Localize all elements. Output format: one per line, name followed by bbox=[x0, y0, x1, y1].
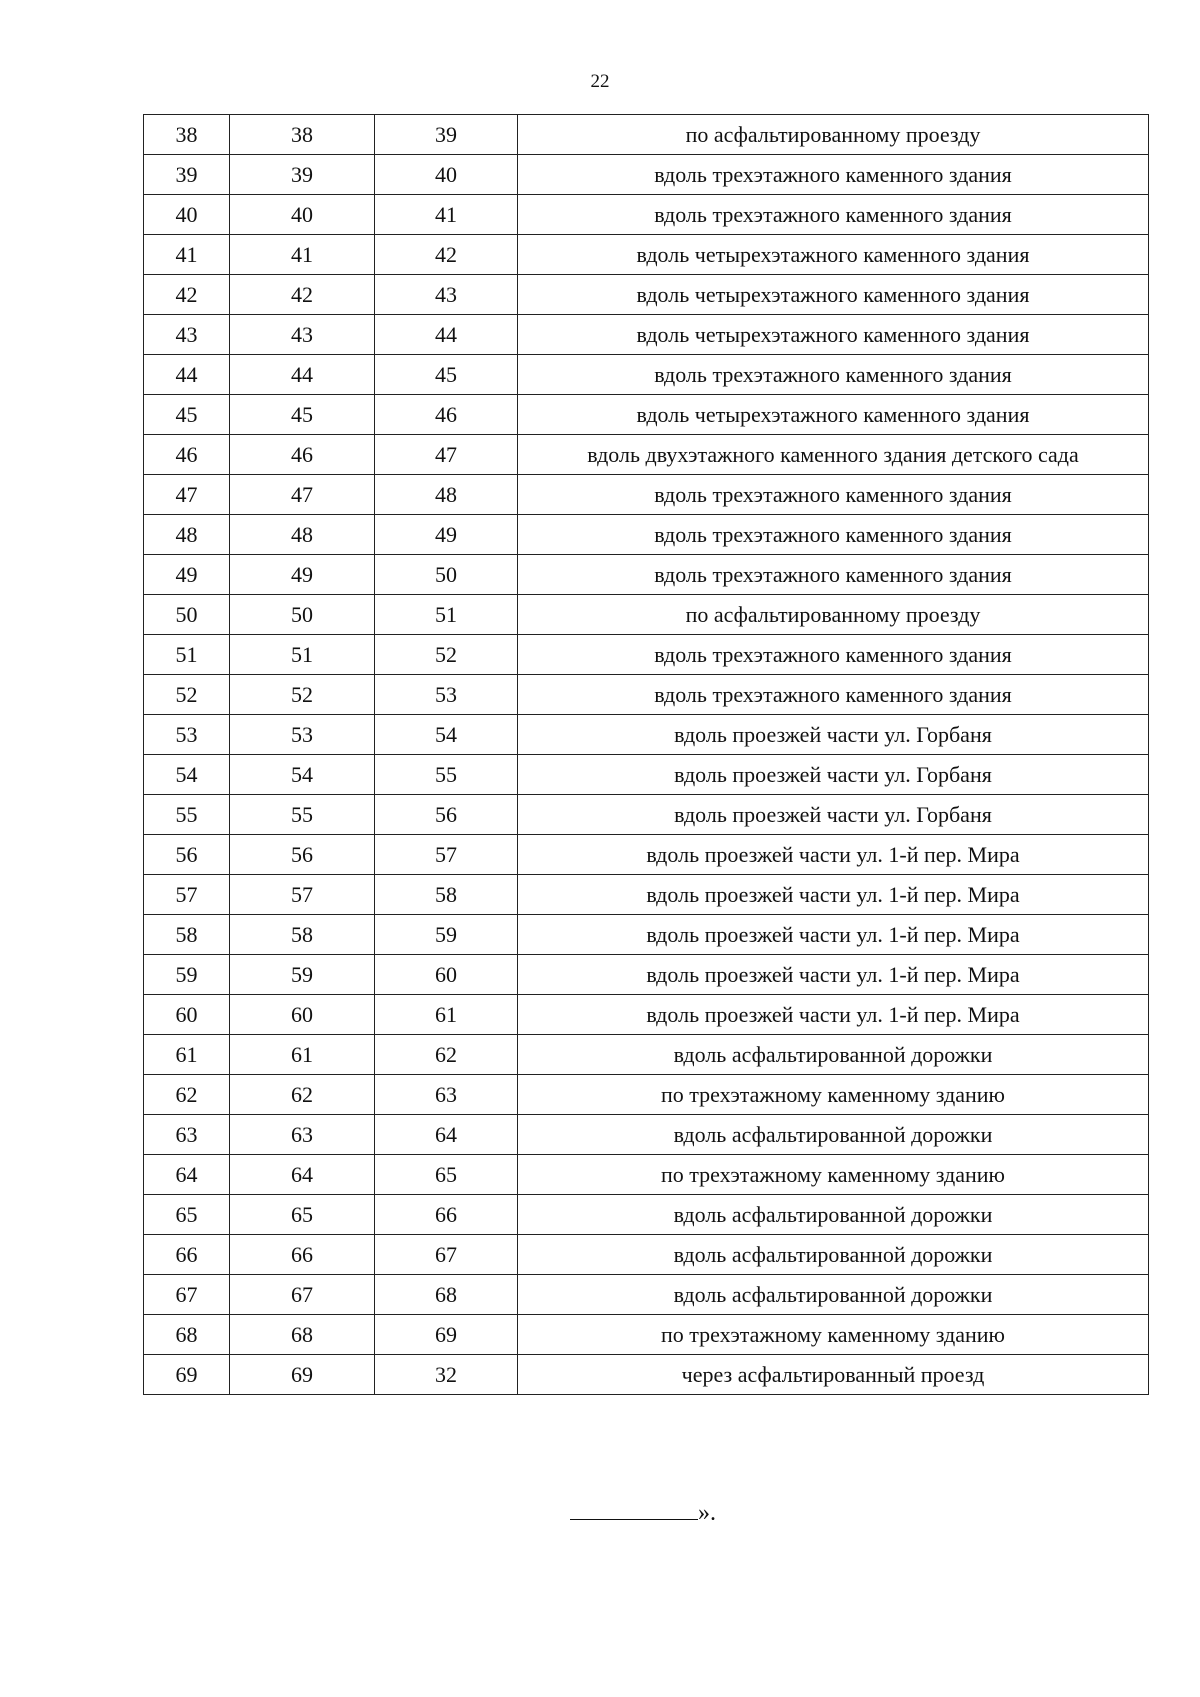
boundary-description-cell: вдоль трехэтажного каменного здания bbox=[518, 675, 1149, 715]
point-to-cell: 40 bbox=[375, 155, 518, 195]
boundary-description-cell: вдоль асфальтированной дорожки bbox=[518, 1235, 1149, 1275]
row-number-cell: 44 bbox=[144, 355, 230, 395]
point-to-cell: 42 bbox=[375, 235, 518, 275]
point-to-cell: 68 bbox=[375, 1275, 518, 1315]
point-from-cell: 39 bbox=[230, 155, 375, 195]
boundary-description-cell: по асфальтированному проезду bbox=[518, 115, 1149, 155]
boundary-description-cell: вдоль трехэтажного каменного здания bbox=[518, 555, 1149, 595]
row-number-cell: 58 bbox=[144, 915, 230, 955]
point-from-cell: 49 bbox=[230, 555, 375, 595]
closing-signature-line bbox=[570, 1497, 716, 1528]
point-to-cell: 67 bbox=[375, 1235, 518, 1275]
row-number-cell: 49 bbox=[144, 555, 230, 595]
row-number-cell: 51 bbox=[144, 635, 230, 675]
row-number-cell: 63 bbox=[144, 1115, 230, 1155]
table-row bbox=[144, 595, 1149, 635]
table-row bbox=[144, 475, 1149, 515]
boundary-description-cell: вдоль четырехэтажного каменного здания bbox=[518, 395, 1149, 435]
table-row bbox=[144, 195, 1149, 235]
point-from-cell: 65 bbox=[230, 1195, 375, 1235]
table-row bbox=[144, 1355, 1149, 1395]
point-from-cell: 53 bbox=[230, 715, 375, 755]
table-row bbox=[144, 915, 1149, 955]
boundary-description-cell: вдоль проезжей части ул. Горбаня bbox=[518, 715, 1149, 755]
closing-quote: ». bbox=[698, 1500, 716, 1526]
boundary-description-cell: через асфальтированный проезд bbox=[518, 1355, 1149, 1395]
point-from-cell: 54 bbox=[230, 755, 375, 795]
point-from-cell: 52 bbox=[230, 675, 375, 715]
table-row bbox=[144, 835, 1149, 875]
boundary-description-cell: вдоль асфальтированной дорожки bbox=[518, 1275, 1149, 1315]
row-number-cell: 48 bbox=[144, 515, 230, 555]
point-from-cell: 68 bbox=[230, 1315, 375, 1355]
table-row bbox=[144, 875, 1149, 915]
boundary-description-cell: по трехэтажному каменному зданию bbox=[518, 1075, 1149, 1115]
row-number-cell: 42 bbox=[144, 275, 230, 315]
point-to-cell: 62 bbox=[375, 1035, 518, 1075]
boundary-description-cell: вдоль трехэтажного каменного здания bbox=[518, 355, 1149, 395]
boundary-description-cell: вдоль проезжей части ул. 1-й пер. Мира bbox=[518, 875, 1149, 915]
row-number-cell: 59 bbox=[144, 955, 230, 995]
boundary-description-cell: вдоль асфальтированной дорожки bbox=[518, 1115, 1149, 1155]
point-from-cell: 64 bbox=[230, 1155, 375, 1195]
table-row bbox=[144, 395, 1149, 435]
table-row bbox=[144, 315, 1149, 355]
point-to-cell: 52 bbox=[375, 635, 518, 675]
point-to-cell: 61 bbox=[375, 995, 518, 1035]
boundary-description-cell: вдоль трехэтажного каменного здания bbox=[518, 475, 1149, 515]
table-body bbox=[144, 115, 1149, 1395]
row-number-cell: 46 bbox=[144, 435, 230, 475]
row-number-cell: 56 bbox=[144, 835, 230, 875]
table-row bbox=[144, 115, 1149, 155]
table-row bbox=[144, 635, 1149, 675]
table-row bbox=[144, 1035, 1149, 1075]
point-to-cell: 48 bbox=[375, 475, 518, 515]
point-from-cell: 59 bbox=[230, 955, 375, 995]
table-row bbox=[144, 235, 1149, 275]
point-from-cell: 45 bbox=[230, 395, 375, 435]
table-row bbox=[144, 1315, 1149, 1355]
boundary-description-cell: вдоль асфальтированной дорожки bbox=[518, 1195, 1149, 1235]
row-number-cell: 40 bbox=[144, 195, 230, 235]
point-from-cell: 69 bbox=[230, 1355, 375, 1395]
row-number-cell: 62 bbox=[144, 1075, 230, 1115]
table-row bbox=[144, 755, 1149, 795]
point-to-cell: 64 bbox=[375, 1115, 518, 1155]
point-from-cell: 42 bbox=[230, 275, 375, 315]
boundary-description-cell: вдоль четырехэтажного каменного здания bbox=[518, 275, 1149, 315]
boundary-description-cell: вдоль четырехэтажного каменного здания bbox=[518, 315, 1149, 355]
row-number-cell: 64 bbox=[144, 1155, 230, 1195]
row-number-cell: 38 bbox=[144, 115, 230, 155]
point-from-cell: 44 bbox=[230, 355, 375, 395]
point-from-cell: 47 bbox=[230, 475, 375, 515]
point-from-cell: 43 bbox=[230, 315, 375, 355]
point-from-cell: 58 bbox=[230, 915, 375, 955]
point-from-cell: 46 bbox=[230, 435, 375, 475]
boundary-description-cell: вдоль трехэтажного каменного здания bbox=[518, 515, 1149, 555]
point-to-cell: 65 bbox=[375, 1155, 518, 1195]
point-to-cell: 45 bbox=[375, 355, 518, 395]
row-number-cell: 67 bbox=[144, 1275, 230, 1315]
point-from-cell: 48 bbox=[230, 515, 375, 555]
point-from-cell: 50 bbox=[230, 595, 375, 635]
point-to-cell: 51 bbox=[375, 595, 518, 635]
point-from-cell: 57 bbox=[230, 875, 375, 915]
point-from-cell: 60 bbox=[230, 995, 375, 1035]
point-to-cell: 63 bbox=[375, 1075, 518, 1115]
page-number: 22 bbox=[590, 71, 610, 92]
point-to-cell: 59 bbox=[375, 915, 518, 955]
boundary-table bbox=[143, 114, 1149, 1395]
point-to-cell: 56 bbox=[375, 795, 518, 835]
boundary-description-cell: вдоль трехэтажного каменного здания bbox=[518, 195, 1149, 235]
boundary-description-cell: вдоль проезжей части ул. 1-й пер. Мира bbox=[518, 835, 1149, 875]
point-from-cell: 66 bbox=[230, 1235, 375, 1275]
point-to-cell: 32 bbox=[375, 1355, 518, 1395]
table-row bbox=[144, 435, 1149, 475]
row-number-cell: 65 bbox=[144, 1195, 230, 1235]
table-row bbox=[144, 955, 1149, 995]
boundary-description-cell: вдоль проезжей части ул. 1-й пер. Мира bbox=[518, 995, 1149, 1035]
point-to-cell: 39 bbox=[375, 115, 518, 155]
row-number-cell: 41 bbox=[144, 235, 230, 275]
table-row bbox=[144, 155, 1149, 195]
table-row bbox=[144, 1275, 1149, 1315]
boundary-description-cell: по трехэтажному каменному зданию bbox=[518, 1315, 1149, 1355]
table-row bbox=[144, 675, 1149, 715]
table-row bbox=[144, 1115, 1149, 1155]
row-number-cell: 68 bbox=[144, 1315, 230, 1355]
row-number-cell: 69 bbox=[144, 1355, 230, 1395]
boundary-description-cell: вдоль асфальтированной дорожки bbox=[518, 1035, 1149, 1075]
point-to-cell: 50 bbox=[375, 555, 518, 595]
boundary-description-cell: вдоль трехэтажного каменного здания bbox=[518, 635, 1149, 675]
point-to-cell: 49 bbox=[375, 515, 518, 555]
table-row bbox=[144, 995, 1149, 1035]
table-row bbox=[144, 515, 1149, 555]
blank-underline bbox=[570, 1497, 698, 1520]
boundary-description-cell: вдоль четырехэтажного каменного здания bbox=[518, 235, 1149, 275]
point-from-cell: 61 bbox=[230, 1035, 375, 1075]
point-to-cell: 53 bbox=[375, 675, 518, 715]
boundary-description-cell: по трехэтажному каменному зданию bbox=[518, 1155, 1149, 1195]
row-number-cell: 57 bbox=[144, 875, 230, 915]
point-from-cell: 51 bbox=[230, 635, 375, 675]
row-number-cell: 50 bbox=[144, 595, 230, 635]
point-to-cell: 69 bbox=[375, 1315, 518, 1355]
boundary-description-cell: вдоль проезжей части ул. 1-й пер. Мира bbox=[518, 955, 1149, 995]
row-number-cell: 39 bbox=[144, 155, 230, 195]
table-row bbox=[144, 795, 1149, 835]
row-number-cell: 60 bbox=[144, 995, 230, 1035]
point-from-cell: 40 bbox=[230, 195, 375, 235]
point-to-cell: 54 bbox=[375, 715, 518, 755]
point-to-cell: 57 bbox=[375, 835, 518, 875]
boundary-description-cell: вдоль проезжей части ул. 1-й пер. Мира bbox=[518, 915, 1149, 955]
table-row bbox=[144, 715, 1149, 755]
row-number-cell: 43 bbox=[144, 315, 230, 355]
point-to-cell: 43 bbox=[375, 275, 518, 315]
row-number-cell: 53 bbox=[144, 715, 230, 755]
point-to-cell: 66 bbox=[375, 1195, 518, 1235]
table-row bbox=[144, 1155, 1149, 1195]
row-number-cell: 45 bbox=[144, 395, 230, 435]
point-from-cell: 56 bbox=[230, 835, 375, 875]
table-row bbox=[144, 355, 1149, 395]
point-to-cell: 55 bbox=[375, 755, 518, 795]
row-number-cell: 54 bbox=[144, 755, 230, 795]
point-to-cell: 58 bbox=[375, 875, 518, 915]
point-to-cell: 46 bbox=[375, 395, 518, 435]
point-to-cell: 47 bbox=[375, 435, 518, 475]
table-row bbox=[144, 555, 1149, 595]
boundary-description-cell: вдоль трехэтажного каменного здания bbox=[518, 155, 1149, 195]
point-to-cell: 60 bbox=[375, 955, 518, 995]
boundary-description-cell: по асфальтированному проезду bbox=[518, 595, 1149, 635]
point-to-cell: 44 bbox=[375, 315, 518, 355]
point-from-cell: 63 bbox=[230, 1115, 375, 1155]
row-number-cell: 55 bbox=[144, 795, 230, 835]
table-row bbox=[144, 1195, 1149, 1235]
table-row bbox=[144, 1235, 1149, 1275]
table-row bbox=[144, 275, 1149, 315]
point-from-cell: 62 bbox=[230, 1075, 375, 1115]
row-number-cell: 66 bbox=[144, 1235, 230, 1275]
point-to-cell: 41 bbox=[375, 195, 518, 235]
point-from-cell: 38 bbox=[230, 115, 375, 155]
point-from-cell: 67 bbox=[230, 1275, 375, 1315]
boundary-description-cell: вдоль двухэтажного каменного здания детского сада bbox=[518, 435, 1149, 475]
point-from-cell: 55 bbox=[230, 795, 375, 835]
boundary-description-cell: вдоль проезжей части ул. Горбаня bbox=[518, 795, 1149, 835]
row-number-cell: 61 bbox=[144, 1035, 230, 1075]
boundary-description-cell: вдоль проезжей части ул. Горбаня bbox=[518, 755, 1149, 795]
row-number-cell: 47 bbox=[144, 475, 230, 515]
table-row bbox=[144, 1075, 1149, 1115]
point-from-cell: 41 bbox=[230, 235, 375, 275]
row-number-cell: 52 bbox=[144, 675, 230, 715]
